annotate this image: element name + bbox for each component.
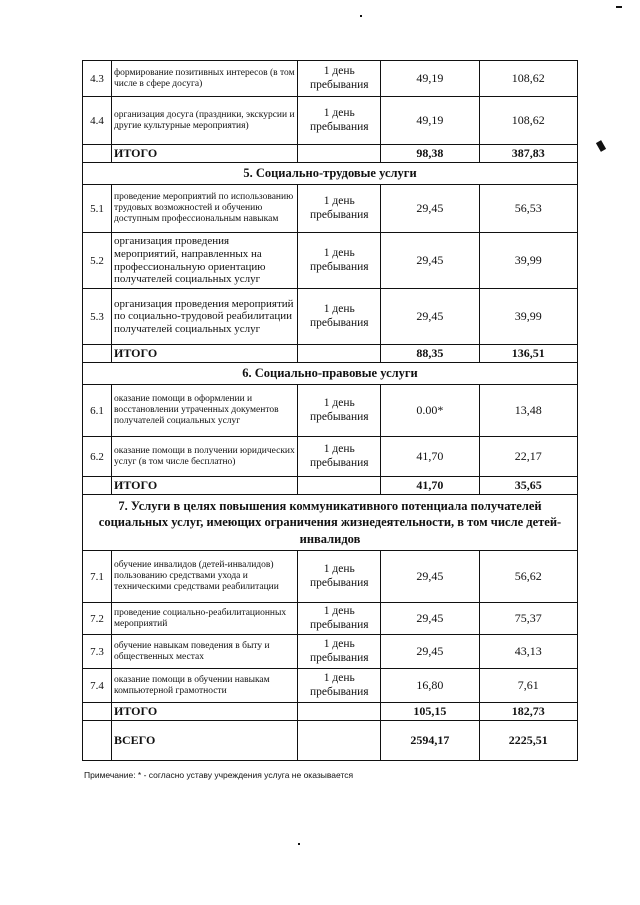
- unit-cell: 1 день пребывания: [298, 669, 381, 703]
- service-name: организация досуга (праздники, экскурсии и другие культурные мероприятия): [111, 97, 297, 145]
- total-row: [83, 477, 578, 495]
- value-cell: 49,19: [381, 61, 479, 97]
- total-value: 136,51: [479, 345, 577, 363]
- value-cell: 108,62: [479, 61, 577, 97]
- unit-cell: 1 день пребывания: [298, 233, 381, 289]
- unit-cell: 1 день пребывания: [298, 61, 381, 97]
- total-label: ИТОГО: [111, 345, 297, 363]
- value-cell: 29,45: [381, 289, 479, 345]
- service-name: обучение инвалидов (детей-инвалидов) пользованию средствами ухода и техническими средствами реабилитации: [111, 551, 297, 603]
- table-row: [83, 289, 578, 345]
- grand-total-row: [83, 721, 578, 761]
- total-row: [83, 145, 578, 163]
- row-number: 5.3: [83, 289, 112, 345]
- service-name: оказание помощи в обучении навыкам компьютерной грамотности: [111, 669, 297, 703]
- unit-cell: 1 день пребывания: [298, 437, 381, 477]
- total-value: 182,73: [479, 703, 577, 721]
- value-cell: 56,53: [479, 185, 577, 233]
- value-cell: 108,62: [479, 97, 577, 145]
- unit-cell: 1 день пребывания: [298, 185, 381, 233]
- service-name: организация проведения мероприятий, направленных на профессиональную ориентацию получателей социальных услуг: [111, 233, 297, 289]
- value-cell: 39,99: [479, 233, 577, 289]
- section-heading-row: [83, 495, 578, 551]
- value-cell: 29,45: [381, 185, 479, 233]
- service-name: формирование позитивных интересов (в том числе в сфере досуга): [111, 61, 297, 97]
- grand-total-value: 2225,51: [479, 721, 577, 761]
- total-value: 88,35: [381, 345, 479, 363]
- row-number: 7.2: [83, 603, 112, 635]
- total-value: 387,83: [479, 145, 577, 163]
- value-cell: 29,45: [381, 551, 479, 603]
- unit-cell: 1 день пребывания: [298, 289, 381, 345]
- row-number: 5.1: [83, 185, 112, 233]
- unit-cell: 1 день пребывания: [298, 603, 381, 635]
- total-label: ИТОГО: [111, 145, 297, 163]
- total-row: [83, 345, 578, 363]
- total-value: 98,38: [381, 145, 479, 163]
- section-title: 6. Социально-правовые услуги: [83, 363, 578, 385]
- total-value: 35,65: [479, 477, 577, 495]
- service-name: оказание помощи в оформлении и восстановлении утраченных документов получателей социальных услуг: [111, 385, 297, 437]
- grand-total-value: 2594,17: [381, 721, 479, 761]
- value-cell: 49,19: [381, 97, 479, 145]
- table-row: [83, 437, 578, 477]
- section-heading-row: [83, 163, 578, 185]
- unit-cell: 1 день пребывания: [298, 551, 381, 603]
- unit-cell: 1 день пребывания: [298, 635, 381, 669]
- row-number: 7.3: [83, 635, 112, 669]
- table-row: [83, 97, 578, 145]
- section-title: 5. Социально-трудовые услуги: [83, 163, 578, 185]
- service-name: организация проведения мероприятий по социально-трудовой реабилитации получателей социальных услуг: [111, 289, 297, 345]
- value-cell: 41,70: [381, 437, 479, 477]
- value-cell: 13,48: [479, 385, 577, 437]
- table-row: [83, 635, 578, 669]
- value-cell: 0.00*: [381, 385, 479, 437]
- value-cell: 56,62: [479, 551, 577, 603]
- value-cell: 75,37: [479, 603, 577, 635]
- service-name: оказание помощи в получении юридических услуг (в том числе бесплатно): [111, 437, 297, 477]
- scan-speck: [360, 15, 362, 17]
- tariff-table: [82, 60, 578, 761]
- row-number: 7.1: [83, 551, 112, 603]
- scan-speck: [298, 843, 300, 845]
- row-number: 6.1: [83, 385, 112, 437]
- row-number: 7.4: [83, 669, 112, 703]
- table-row: [83, 669, 578, 703]
- service-name: проведение социально-реабилитационных мероприятий: [111, 603, 297, 635]
- section-title: 7. Услуги в целях повышения коммуникативного потенциала получателей социальных услуг, имеющих ограничения жизнедеятельности, в том числе детей-инвалидов: [83, 495, 578, 551]
- section-heading-row: [83, 363, 578, 385]
- value-cell: 43,13: [479, 635, 577, 669]
- service-name: обучение навыкам поведения в быту и общественных местах: [111, 635, 297, 669]
- row-number: 4.4: [83, 97, 112, 145]
- value-cell: 39,99: [479, 289, 577, 345]
- table-row: [83, 61, 578, 97]
- value-cell: 29,45: [381, 233, 479, 289]
- grand-total-label: ВСЕГО: [111, 721, 297, 761]
- total-value: 105,15: [381, 703, 479, 721]
- total-value: 41,70: [381, 477, 479, 495]
- value-cell: 16,80: [381, 669, 479, 703]
- row-number: 6.2: [83, 437, 112, 477]
- scan-speck: [616, 6, 622, 8]
- table-row: [83, 233, 578, 289]
- total-label: ИТОГО: [111, 477, 297, 495]
- footnote: Примечание: * - согласно уставу учреждения услуга не оказывается: [84, 770, 354, 780]
- table-row: [83, 551, 578, 603]
- total-label: ИТОГО: [111, 703, 297, 721]
- row-number: 4.3: [83, 61, 112, 97]
- value-cell: 7,61: [479, 669, 577, 703]
- unit-cell: 1 день пребывания: [298, 385, 381, 437]
- scan-speck: [596, 140, 606, 152]
- row-number: 5.2: [83, 233, 112, 289]
- table-row: [83, 603, 578, 635]
- unit-cell: 1 день пребывания: [298, 97, 381, 145]
- value-cell: 29,45: [381, 603, 479, 635]
- value-cell: 22,17: [479, 437, 577, 477]
- table-row: [83, 185, 578, 233]
- service-name: проведение мероприятий по использованию трудовых возможностей и обучению доступным профессиональным навыкам: [111, 185, 297, 233]
- total-row: [83, 703, 578, 721]
- value-cell: 29,45: [381, 635, 479, 669]
- table-row: [83, 385, 578, 437]
